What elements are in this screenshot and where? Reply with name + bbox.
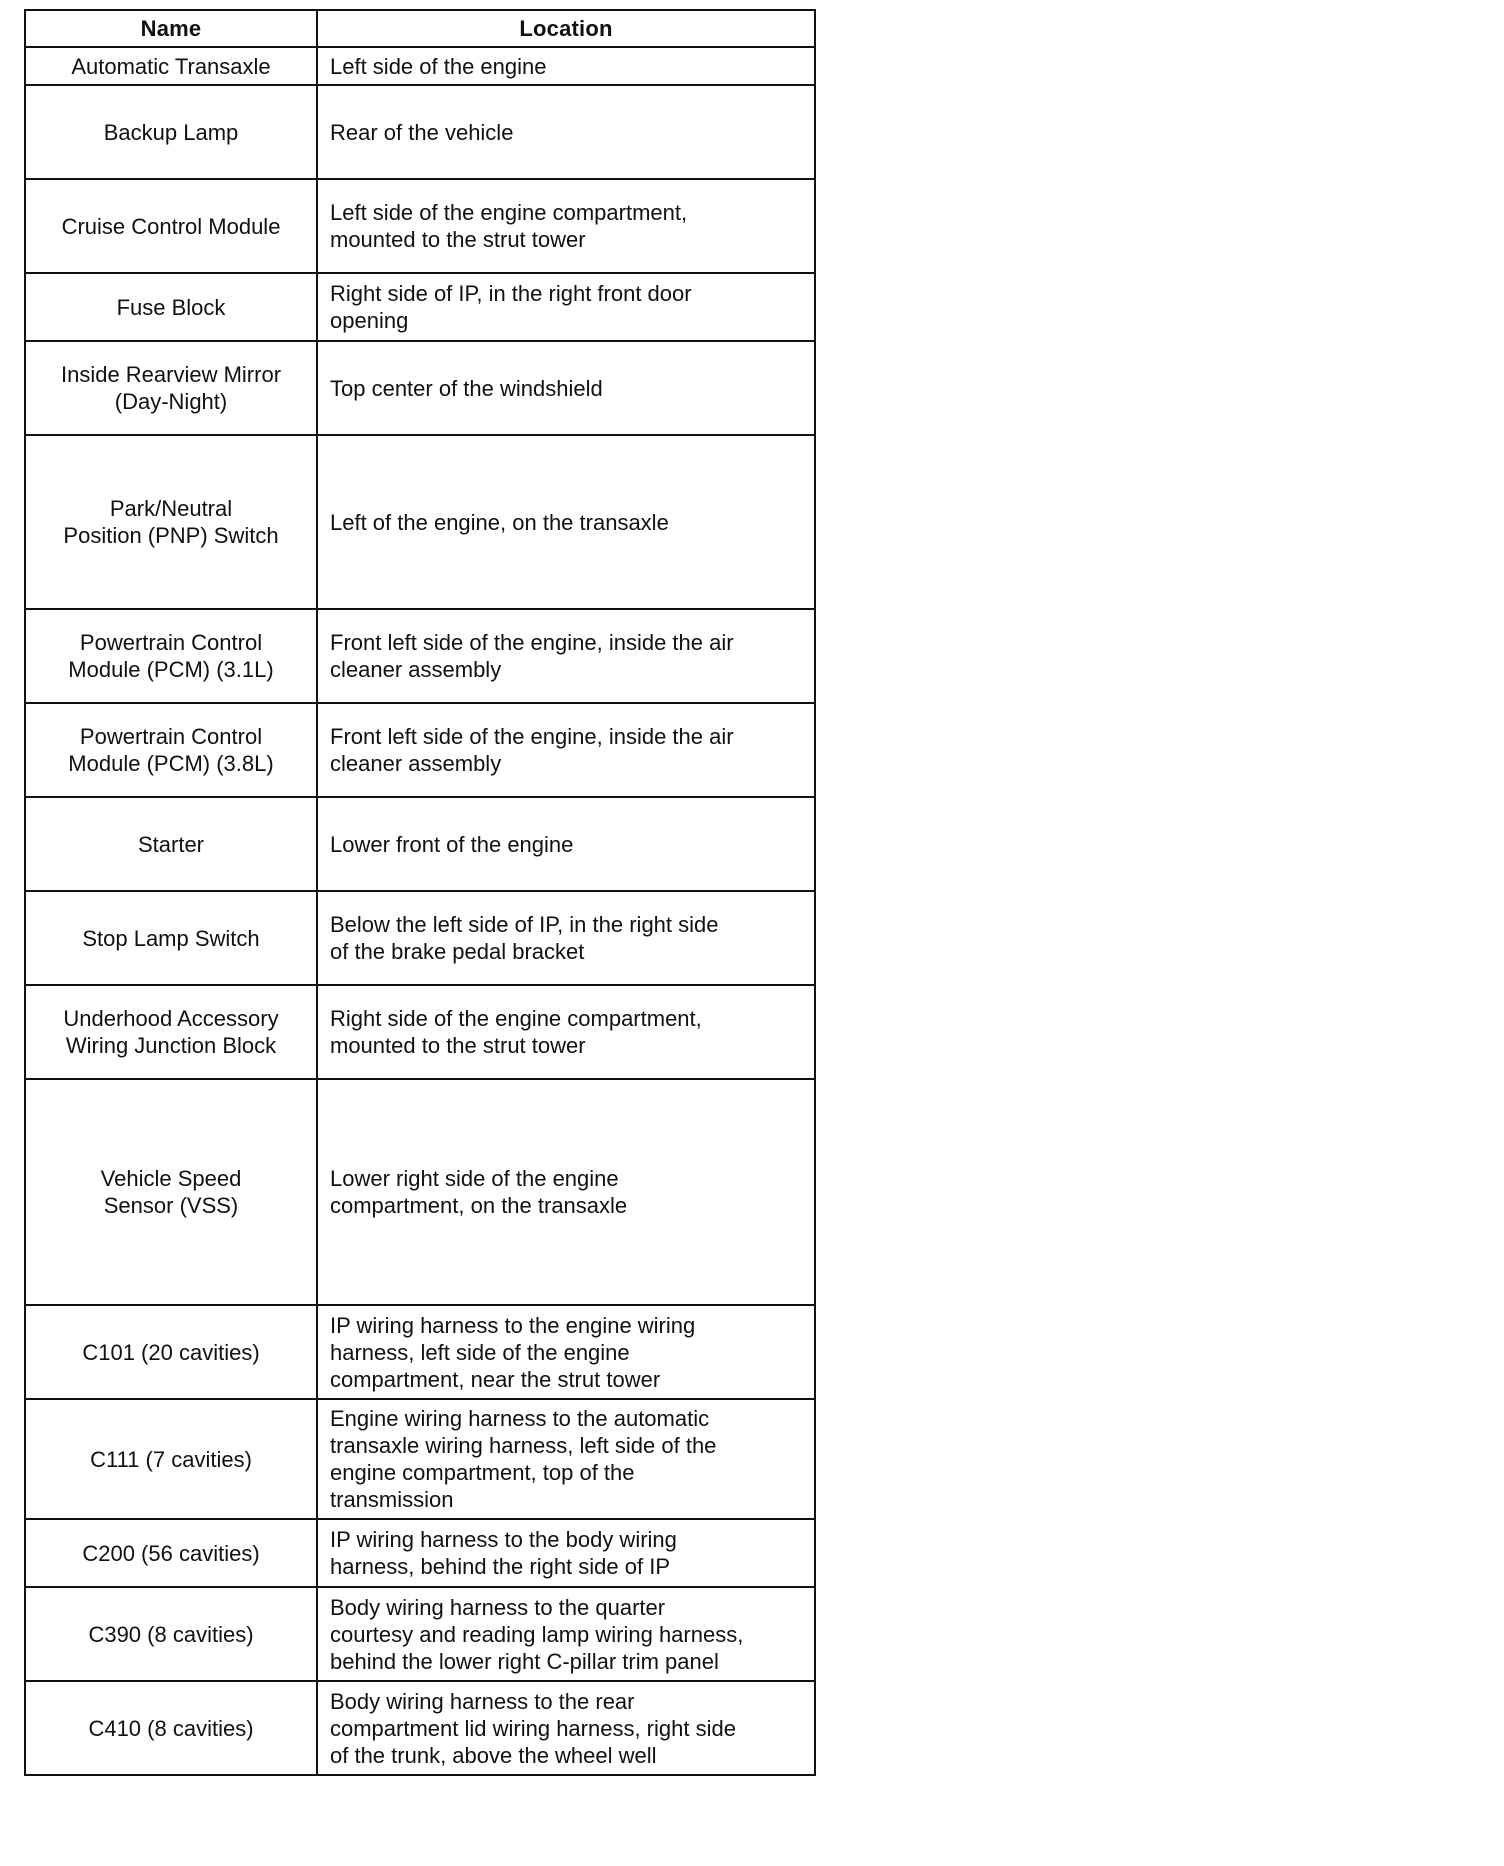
component-name-cell bbox=[25, 341, 317, 435]
component-name-cell bbox=[25, 609, 317, 703]
component-location-cell bbox=[317, 1079, 815, 1305]
component-name-cell bbox=[25, 1399, 317, 1519]
table-row bbox=[25, 435, 815, 609]
component-name: Cruise Control Module bbox=[61, 213, 281, 239]
header-name: Name bbox=[25, 10, 317, 47]
component-location: Left side of the engine compartment, mounted to the strut tower bbox=[330, 200, 688, 252]
component-location: Rear of the vehicle bbox=[330, 119, 514, 145]
component-name: Park/Neutral Position (PNP) Switch bbox=[63, 496, 279, 548]
header-location: Location bbox=[317, 10, 815, 47]
component-name: Fuse Block bbox=[116, 294, 226, 320]
table-row bbox=[25, 1681, 815, 1775]
component-name-cell bbox=[25, 273, 317, 341]
table-row bbox=[25, 179, 815, 273]
table-row bbox=[25, 273, 815, 341]
component-name-cell bbox=[25, 985, 317, 1079]
table-row bbox=[25, 85, 815, 179]
table-row bbox=[25, 1587, 815, 1681]
component-location: IP wiring harness to the engine wiring harness, left side of the engine compartment, near the strut tower bbox=[330, 1312, 696, 1392]
component-name-cell bbox=[25, 1681, 317, 1775]
component-location-cell bbox=[317, 47, 815, 85]
component-location-cell bbox=[317, 703, 815, 797]
header-row bbox=[25, 10, 815, 47]
component-location-cell bbox=[317, 609, 815, 703]
component-location-cell bbox=[317, 1587, 815, 1681]
component-location: IP wiring harness to the body wiring harness, behind the right side of IP bbox=[330, 1527, 677, 1579]
table-row bbox=[25, 1399, 815, 1519]
component-name-cell bbox=[25, 47, 317, 85]
component-location-cell bbox=[317, 1681, 815, 1775]
component-name-cell bbox=[25, 85, 317, 179]
component-location: Body wiring harness to the quarter courtesy and reading lamp wiring harness, behind the lower right C-pillar trim panel bbox=[330, 1594, 744, 1674]
table-row bbox=[25, 1519, 815, 1587]
component-location-cell bbox=[317, 797, 815, 891]
component-location: Below the left side of IP, in the right side of the brake pedal bracket bbox=[330, 912, 719, 964]
table-row bbox=[25, 985, 815, 1079]
component-location-table bbox=[24, 9, 816, 1776]
component-location: Right side of the engine compartment, mounted to the strut tower bbox=[330, 1006, 702, 1058]
component-name: Powertrain Control Module (PCM) (3.8L) bbox=[68, 724, 274, 776]
component-location-cell bbox=[317, 435, 815, 609]
component-location: Right side of IP, in the right front door opening bbox=[330, 281, 692, 333]
component-name: C410 (8 cavities) bbox=[88, 1715, 254, 1741]
component-name: C101 (20 cavities) bbox=[82, 1339, 260, 1365]
component-name-cell bbox=[25, 435, 317, 609]
component-name: C390 (8 cavities) bbox=[88, 1621, 254, 1647]
component-name: Stop Lamp Switch bbox=[82, 925, 260, 951]
component-name-cell bbox=[25, 179, 317, 273]
component-name-cell bbox=[25, 1079, 317, 1305]
component-name: Underhood Accessory Wiring Junction Block bbox=[63, 1006, 279, 1058]
component-location: Body wiring harness to the rear compartment lid wiring harness, right side of the trunk, above the wheel well bbox=[330, 1688, 736, 1768]
table-body bbox=[25, 47, 815, 1775]
table-row bbox=[25, 703, 815, 797]
component-location-cell bbox=[317, 85, 815, 179]
component-location-cell bbox=[317, 273, 815, 341]
component-name: Powertrain Control Module (PCM) (3.1L) bbox=[68, 630, 274, 682]
component-name: Automatic Transaxle bbox=[71, 53, 271, 79]
table-row bbox=[25, 47, 815, 85]
component-name: Starter bbox=[137, 831, 205, 857]
component-location: Front left side of the engine, inside the air cleaner assembly bbox=[330, 724, 734, 776]
component-location-cell bbox=[317, 891, 815, 985]
component-name-cell bbox=[25, 703, 317, 797]
component-name-cell bbox=[25, 1587, 317, 1681]
component-location-cell bbox=[317, 341, 815, 435]
table-row bbox=[25, 891, 815, 985]
component-name-cell bbox=[25, 797, 317, 891]
table-row bbox=[25, 609, 815, 703]
component-name-cell bbox=[25, 1305, 317, 1399]
table-row bbox=[25, 1305, 815, 1399]
table-header bbox=[25, 10, 815, 47]
component-name-cell bbox=[25, 891, 317, 985]
component-name: Vehicle Speed Sensor (VSS) bbox=[100, 1166, 242, 1218]
table-row bbox=[25, 797, 815, 891]
component-name: Backup Lamp bbox=[103, 119, 239, 145]
component-name: Inside Rearview Mirror (Day-Night) bbox=[60, 362, 282, 414]
component-location-cell bbox=[317, 985, 815, 1079]
table-row bbox=[25, 1079, 815, 1305]
component-location-cell bbox=[317, 1305, 815, 1399]
component-location: Left side of the engine bbox=[330, 53, 547, 79]
component-location: Front left side of the engine, inside the air cleaner assembly bbox=[330, 630, 734, 682]
table-row bbox=[25, 341, 815, 435]
component-location: Left of the engine, on the transaxle bbox=[330, 509, 669, 535]
component-location: Top center of the windshield bbox=[330, 375, 603, 401]
component-location: Engine wiring harness to the automatic transaxle wiring harness, left side of the engine compartment, top of the transmission bbox=[330, 1406, 717, 1512]
component-name-cell bbox=[25, 1519, 317, 1587]
component-location-cell bbox=[317, 1399, 815, 1519]
component-name: C111 (7 cavities) bbox=[90, 1446, 252, 1472]
component-location-cell bbox=[317, 179, 815, 273]
component-location: Lower front of the engine bbox=[330, 831, 574, 857]
component-location: Lower right side of the engine compartment, on the transaxle bbox=[330, 1166, 628, 1218]
component-location-cell bbox=[317, 1519, 815, 1587]
component-name: C200 (56 cavities) bbox=[82, 1540, 260, 1566]
